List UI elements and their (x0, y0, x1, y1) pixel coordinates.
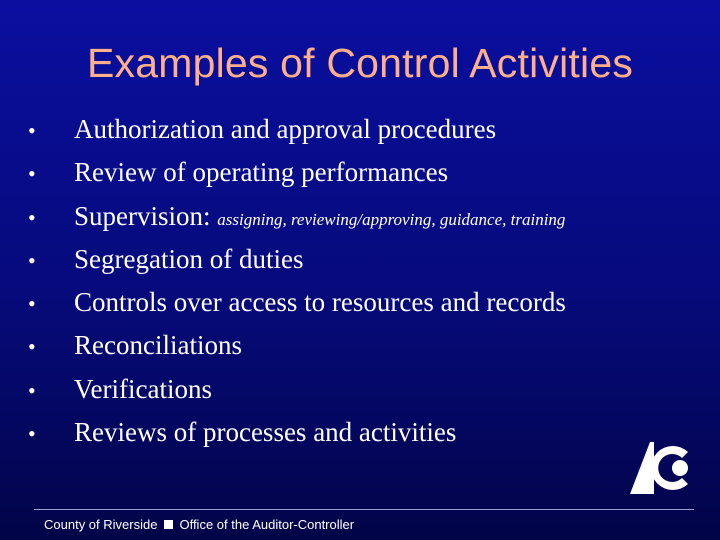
bullet-icon: • (28, 377, 36, 403)
logo-triangle (630, 442, 650, 494)
bullet-icon: • (28, 334, 36, 360)
logo-graphic (628, 438, 698, 498)
list-item (20, 415, 700, 458)
list-item (20, 285, 700, 328)
footer-divider (34, 509, 694, 510)
footer-right: Office of the Auditor-Controller (179, 517, 355, 532)
list-item (20, 112, 700, 155)
bullet-text: Verifications (74, 373, 212, 404)
footer (44, 517, 354, 532)
bullet-text: Segregation of duties (74, 243, 304, 274)
bullet-text: Reviews of processes and activities (74, 417, 457, 448)
list-item (20, 155, 700, 198)
bullet-text: Authorization and approval procedures (74, 114, 497, 144)
logo-dot (672, 460, 688, 476)
bullet-text: Controls over access to resources and records (74, 287, 566, 318)
bullet-icon: • (28, 118, 36, 143)
square-separator-icon (164, 520, 173, 529)
list-item (20, 242, 700, 285)
bullet-icon: • (28, 204, 36, 230)
bullet-icon: • (28, 421, 36, 447)
county-auditor-logo-icon (628, 438, 698, 503)
bullet-text: Review of operating performances (74, 157, 449, 188)
bullet-icon: • (28, 247, 36, 273)
bullet-icon: • (28, 291, 36, 317)
list-item (20, 328, 700, 371)
bullet-list (20, 112, 700, 458)
bullet-text: Reconciliations (74, 330, 242, 361)
list-item (20, 199, 700, 242)
list-item (20, 372, 700, 415)
bullet-text: Supervision: (74, 200, 218, 231)
slide-title: Examples of Control Activities (86, 40, 634, 86)
bullet-detail: assigning, reviewing/approving, guidance, training (217, 209, 566, 229)
footer-left: County of Riverside (44, 517, 158, 532)
bullet-icon: • (28, 161, 36, 187)
